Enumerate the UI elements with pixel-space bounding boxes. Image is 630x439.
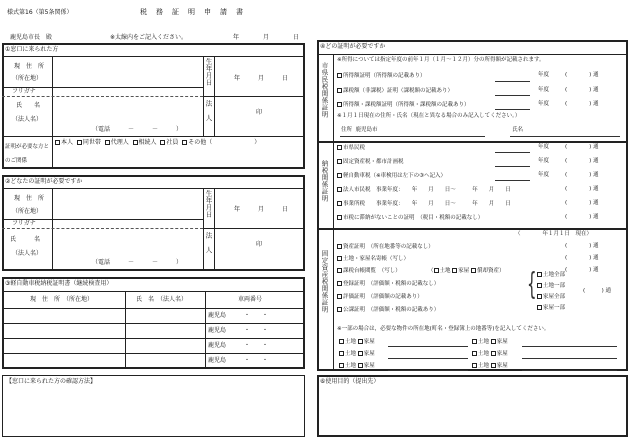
checkbox[interactable] bbox=[452, 268, 457, 273]
s2-birth-label: 生年月日 bbox=[204, 190, 213, 218]
form-number: 様式第16（第5条関係） bbox=[7, 9, 73, 16]
s2-furigana-label: フリガナ bbox=[12, 220, 36, 227]
cert-item[interactable]: 軽自動車税（※車検用は左下の③へ記入） bbox=[337, 173, 446, 180]
checkbox[interactable] bbox=[337, 307, 342, 312]
group2-label: 納税関係証明 bbox=[320, 160, 329, 202]
checkbox[interactable] bbox=[537, 294, 542, 299]
s1-seal: 印 bbox=[256, 109, 263, 116]
year-label: 年度 bbox=[538, 72, 550, 78]
checkbox[interactable] bbox=[337, 268, 342, 273]
s1-corp-label: 法人 bbox=[204, 100, 213, 129]
checkbox[interactable] bbox=[337, 294, 342, 299]
copies-field[interactable]: ( ) 通 bbox=[565, 144, 599, 150]
s1-name-sub: （法人名） bbox=[12, 116, 43, 123]
relation-option[interactable]: 本人 bbox=[55, 139, 73, 146]
checkbox[interactable] bbox=[337, 244, 342, 249]
s1-name-label: 氏 名 bbox=[16, 102, 41, 109]
s3-heading: ③軽自動車税納税証明書（継続検査用） bbox=[5, 280, 113, 287]
s2-seal: 印 bbox=[256, 241, 263, 248]
checkbox[interactable] bbox=[537, 272, 542, 277]
ledger-options: （ 土地 家屋 償却資産） bbox=[428, 268, 505, 274]
checkbox[interactable] bbox=[491, 339, 496, 344]
cert-item[interactable]: 公課証明 （評価額・税額の記載あり） bbox=[337, 307, 439, 314]
s1-phone: （電話 － － ） bbox=[92, 126, 183, 133]
checkbox[interactable] bbox=[339, 351, 344, 356]
s3-col-plate: 車両番号 bbox=[238, 296, 263, 303]
copies-field[interactable]: ( ) 通 bbox=[565, 87, 599, 93]
s2-address-field[interactable] bbox=[53, 189, 202, 218]
checkbox[interactable] bbox=[472, 339, 477, 344]
s3-col-address: 現 住 所 （所在地） bbox=[30, 296, 94, 303]
checkbox[interactable] bbox=[337, 256, 342, 261]
checkbox[interactable] bbox=[491, 363, 496, 368]
checkbox[interactable] bbox=[358, 363, 363, 368]
relation-option[interactable]: 社員 bbox=[160, 139, 178, 146]
relation-option[interactable]: 相続人 bbox=[133, 139, 157, 146]
s6-heading: ⑥使用目的（提出先） bbox=[320, 378, 380, 385]
s3-col-name: 氏 名 （法人名） bbox=[136, 296, 188, 303]
table-row[interactable]: 鹿児島 ・ ・ bbox=[208, 357, 269, 364]
cert-item[interactable]: 市税に滞納がないことの証明 （税目・税額の記載なし） bbox=[337, 215, 483, 222]
checkbox[interactable] bbox=[434, 268, 439, 273]
header-day: 日 bbox=[293, 34, 300, 41]
s2-name-field[interactable] bbox=[53, 229, 202, 258]
s1-address-field[interactable] bbox=[53, 57, 202, 86]
scope-option[interactable]: 土地全部 bbox=[537, 270, 565, 281]
checkbox[interactable] bbox=[358, 339, 363, 344]
s2-address-label: 現 住 所 bbox=[14, 195, 45, 202]
scope-option[interactable]: 家屋全部 bbox=[537, 292, 565, 303]
cert-item[interactable]: 課税額（非課税）証明（課税額の記載あり） bbox=[337, 88, 453, 95]
copies-field[interactable]: ( ) 通 bbox=[565, 214, 599, 220]
property-entry[interactable]: 土地 家屋 bbox=[339, 363, 375, 370]
cert-item[interactable]: 登録証明 （評価額・税額の記載なし） bbox=[337, 281, 439, 288]
checkbox[interactable] bbox=[358, 351, 363, 356]
property-entry[interactable]: 土地 家屋 bbox=[339, 339, 375, 346]
copies-field[interactable]: ( ) 通 bbox=[565, 101, 599, 107]
cert-item[interactable]: 固定資産税・都市計画税 bbox=[337, 159, 404, 166]
checkbox[interactable] bbox=[537, 305, 542, 310]
group1-note: ※所得については指定年度の前年１月（１月～１２月）分の所得額が記載されます。 bbox=[337, 57, 545, 63]
checkbox[interactable] bbox=[182, 140, 187, 145]
group1-note2: ※１月１日現在の住所・氏名（現在と異なる場合のみ記入してください。） bbox=[337, 113, 521, 119]
checkbox[interactable] bbox=[105, 140, 110, 145]
checkbox[interactable] bbox=[471, 268, 476, 273]
s5-heading: 【窓口に来られた方の確認方法】 bbox=[6, 378, 97, 385]
s1-birth-date[interactable]: 年 月 日 bbox=[234, 75, 289, 82]
copies-field[interactable]: ( ) 通 bbox=[565, 267, 599, 273]
checkbox[interactable] bbox=[472, 351, 477, 356]
cert-item[interactable]: 資産証明 （所在地番等の記載なし） bbox=[337, 244, 434, 251]
year-label: 年度 bbox=[538, 158, 550, 164]
year-label: 年度 bbox=[538, 144, 550, 150]
group3-label: 固定資産税関係証明 bbox=[320, 250, 329, 313]
s1-relation-options bbox=[55, 140, 260, 146]
s2-corp-label: 法人 bbox=[204, 232, 213, 261]
year-label: 年度 bbox=[538, 101, 550, 107]
table-row[interactable]: 鹿児島 ・ ・ bbox=[208, 312, 269, 319]
copies-field[interactable]: ( ) 通 bbox=[565, 243, 599, 249]
checkbox[interactable] bbox=[339, 339, 344, 344]
jan1-name[interactable]: 氏名 bbox=[512, 127, 524, 133]
cert-item[interactable]: 所得額証明（所得額の記載あり） bbox=[337, 73, 426, 80]
jan1-address[interactable]: 住所 鹿児島市 bbox=[341, 127, 378, 133]
copies-field[interactable]: ( ) 通 bbox=[565, 158, 599, 164]
s2-heading: ②どなたの証明が必要ですか bbox=[5, 178, 83, 185]
s1-name-field[interactable] bbox=[53, 97, 202, 125]
checkbox[interactable] bbox=[337, 145, 342, 150]
checkbox[interactable] bbox=[55, 140, 60, 145]
s1-furigana-label: フリガナ bbox=[12, 88, 36, 95]
copies-field[interactable]: ( ) 通 bbox=[565, 200, 599, 206]
checkbox[interactable] bbox=[339, 363, 344, 368]
checkbox[interactable] bbox=[472, 363, 477, 368]
copies-field[interactable]: ( ) 通 bbox=[565, 72, 599, 78]
header-month: 月 bbox=[263, 34, 270, 41]
checkbox[interactable] bbox=[337, 215, 342, 220]
cert-item[interactable]: 市県民税 bbox=[337, 145, 365, 152]
checkbox[interactable] bbox=[160, 140, 165, 145]
s2-name-label: 氏 名 bbox=[10, 236, 41, 243]
cert-item[interactable]: 法人市民税 事業年度： 年 月 日～ 年 月 日 bbox=[337, 187, 511, 194]
cert-item[interactable]: 評価証明 （評価額の記載あり） bbox=[337, 294, 423, 301]
cert-item[interactable]: 土地・家屋名寄帳（写し） bbox=[337, 256, 409, 263]
s1-purpose-label: 証明が必要な方とのご関係 bbox=[5, 144, 50, 164]
table-row[interactable]: 鹿児島 ・ ・ bbox=[208, 342, 269, 349]
s1-heading: ①窓口に来られた方 bbox=[5, 46, 59, 53]
property-entry[interactable]: 土地 家屋 bbox=[472, 351, 508, 358]
s2-birth-date[interactable]: 年 月 日 bbox=[234, 206, 289, 213]
scope-copies-field[interactable]: ( ) 通 bbox=[583, 288, 612, 294]
s1-address-label: 現 住 所 bbox=[14, 63, 45, 70]
cert-item[interactable]: 課税台帳閲覧 （写し） bbox=[337, 268, 401, 275]
checkbox[interactable] bbox=[337, 73, 342, 78]
property-entry[interactable]: 土地 家屋 bbox=[472, 339, 508, 346]
checkbox[interactable] bbox=[337, 102, 342, 107]
header-year: 年 bbox=[233, 34, 240, 41]
group1-label: 市県民税関係証明 bbox=[320, 62, 329, 118]
copies-field[interactable]: ( ) 通 bbox=[565, 255, 599, 261]
instruction-note: ※太線内をご記入ください。 bbox=[110, 34, 188, 41]
cert-item[interactable]: 所得額・課税額証明（所得額・課税額の記載あり） bbox=[337, 102, 470, 109]
cert-item[interactable]: 事業所税 事業年度： 年 月 日～ 年 月 日 bbox=[337, 201, 511, 208]
checkbox[interactable] bbox=[337, 281, 342, 286]
scope-option[interactable]: 家屋一部 bbox=[537, 303, 565, 314]
year-label: 年度 bbox=[538, 87, 550, 93]
property-entry[interactable]: 土地 家屋 bbox=[339, 351, 375, 358]
checkbox[interactable] bbox=[77, 140, 82, 145]
checkbox[interactable] bbox=[537, 283, 542, 288]
s2-phone: （電話 － － ） bbox=[92, 259, 183, 266]
checkbox[interactable] bbox=[337, 173, 342, 178]
s2-address-sub: （所在地） bbox=[12, 208, 43, 215]
property-entry[interactable]: 土地 家屋 bbox=[472, 363, 508, 370]
year-label: 年度 bbox=[538, 172, 550, 178]
checkbox[interactable] bbox=[337, 159, 342, 164]
checkbox[interactable] bbox=[133, 140, 138, 145]
scope-options bbox=[537, 270, 565, 314]
s2-name-sub: （法人名） bbox=[12, 250, 43, 257]
s4-heading: ④どの証明が必要ですか bbox=[320, 43, 386, 50]
copies-field[interactable]: ( ) 通 bbox=[565, 186, 599, 192]
group3-date-note[interactable]: （ 年１月１日 現在） bbox=[515, 231, 593, 237]
checkbox[interactable] bbox=[337, 88, 342, 93]
s1-address-sub: （所在地） bbox=[12, 75, 43, 82]
copies-field[interactable]: ( ) 通 bbox=[565, 172, 599, 178]
page-title: 税 務 証 明 申 請 書 bbox=[140, 8, 244, 16]
checkbox[interactable] bbox=[491, 351, 496, 356]
relation-option[interactable]: 同世帯 bbox=[77, 139, 101, 146]
checkbox[interactable] bbox=[337, 187, 342, 192]
checkbox[interactable] bbox=[337, 201, 342, 206]
partial-note: ※一部の場合は，必要な物件の所在地(町名・登録簿上の地番等)を記入してください。 bbox=[337, 326, 550, 332]
scope-option[interactable]: 土地一部 bbox=[537, 281, 565, 292]
bracket-icon: { bbox=[527, 267, 537, 302]
relation-option[interactable]: その他（ ） bbox=[182, 139, 260, 146]
addressee: 鹿児島市長 殿 bbox=[10, 34, 53, 41]
s1-birth-label: 生年月日 bbox=[204, 58, 213, 86]
table-row[interactable]: 鹿児島 ・ ・ bbox=[208, 327, 269, 334]
relation-option[interactable]: 代理人 bbox=[105, 139, 129, 146]
